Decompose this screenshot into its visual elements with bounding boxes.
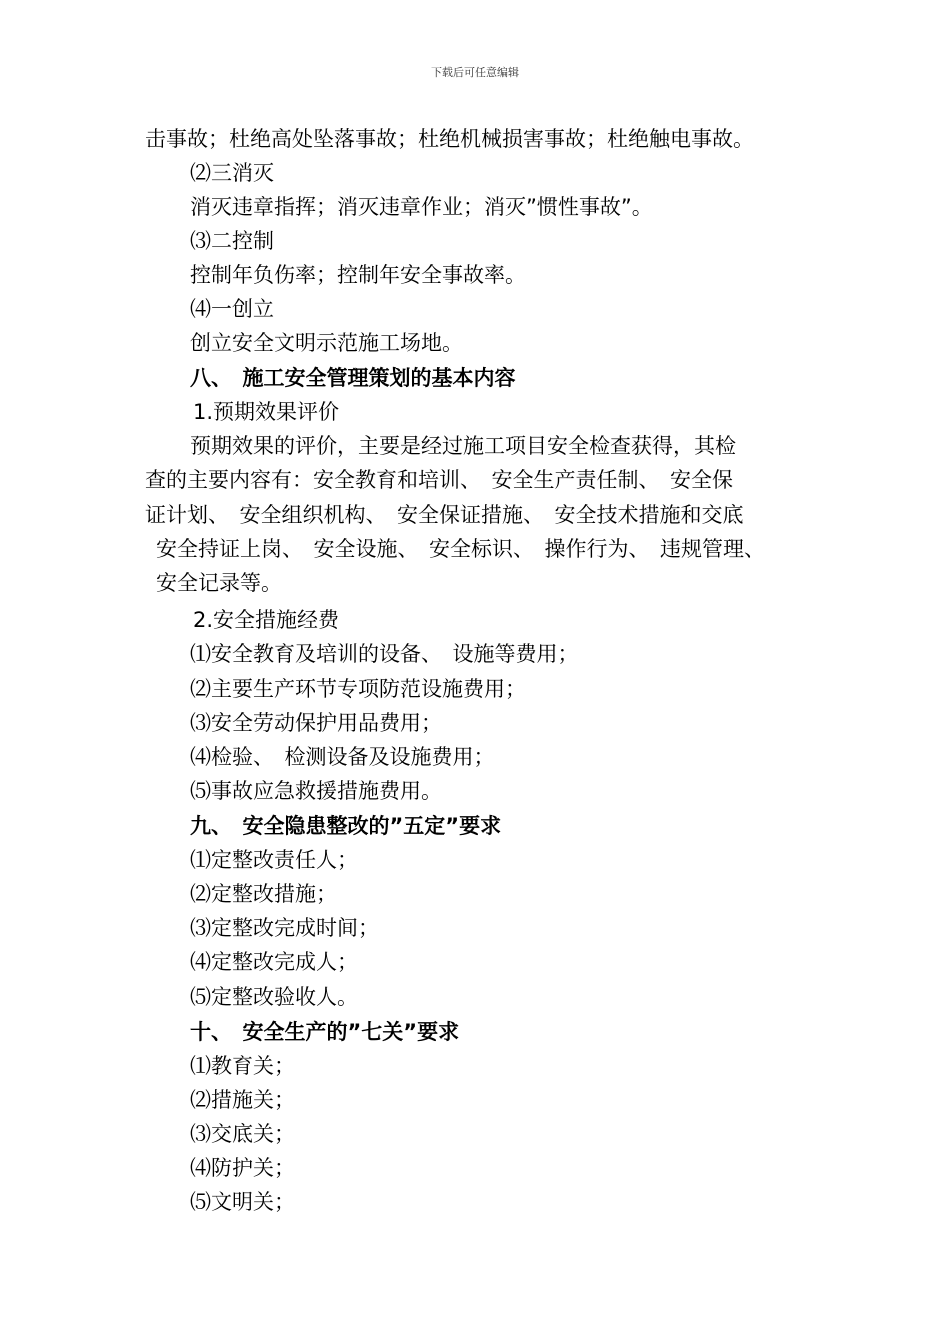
body-line: 控制年负伤率；控制年安全事故率。 [190, 263, 526, 287]
list-item: ⑶交底关； [190, 1122, 295, 1146]
list-item: ⑵定整改措施； [190, 882, 337, 906]
list-item: ⑶定整改完成时间； [190, 916, 379, 940]
list-item: ⑵三消灭 [190, 161, 274, 185]
list-item: ⑴定整改责任人； [190, 848, 358, 872]
list-item: ⑵主要生产环节专项防范设施费用； [190, 677, 526, 701]
list-item: ⑸文明关； [190, 1190, 295, 1214]
section-heading: 九、 安全隐患整改的”五定”要求 [190, 814, 502, 838]
list-item: ⑷定整改完成人； [190, 950, 358, 974]
body-line: 安全持证上岗、 安全设施、 安全标识、 操作行为、 违规管理、 [156, 537, 765, 561]
subsection-heading: 1.预期效果评价 [193, 400, 340, 424]
page-header: 下载后可任意编辑 [431, 66, 519, 79]
body-line: 击事故；杜绝高处坠落事故；杜绝机械损害事故；杜绝触电事故。 [145, 127, 754, 151]
list-item: ⑷检验、 检测设备及设施费用； [190, 745, 495, 769]
list-item: ⑷一创立 [190, 297, 274, 321]
list-item: ⑶安全劳动保护用品费用； [190, 711, 442, 735]
list-item: ⑸事故应急救援措施费用。 [190, 779, 442, 803]
section-heading: 十、 安全生产的”七关”要求 [190, 1020, 460, 1044]
list-item: ⑷防护关； [190, 1156, 295, 1180]
list-item: ⑶二控制 [190, 229, 274, 253]
body-line: 消灭违章指挥；消灭违章作业；消灭”惯性事故”。 [190, 195, 653, 219]
body-line: 预期效果的评价，主要是经过施工项目安全检查获得，其检 [190, 434, 736, 458]
list-item: ⑵措施关； [190, 1088, 295, 1112]
body-line: 证计划、 安全组织机构、 安全保证措施、 安全技术措施和交底 [145, 503, 744, 527]
body-line: 创立安全文明示范施工场地。 [190, 331, 463, 355]
body-line: 安全记录等。 [156, 571, 282, 595]
list-item: ⑴安全教育及培训的设备、 设施等费用； [190, 642, 579, 666]
list-item: ⑸定整改验收人。 [190, 985, 358, 1009]
list-item: ⑴教育关； [190, 1054, 295, 1078]
body-line: 查的主要内容有：安全教育和培训、 安全生产责任制、 安全保 [145, 468, 733, 492]
section-heading: 八、 施工安全管理策划的基本内容 [190, 366, 516, 390]
subsection-heading: 2.安全措施经费 [193, 608, 340, 632]
